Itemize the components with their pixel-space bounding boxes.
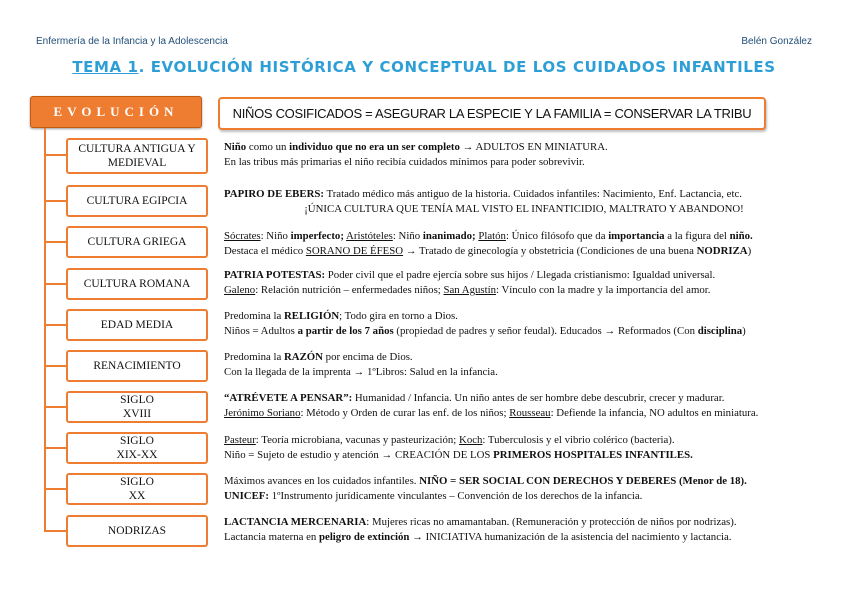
timeline-connector bbox=[44, 128, 46, 532]
period-cultura-romana: CULTURA ROMANA bbox=[66, 268, 208, 300]
desc-renacimiento: Predomina la RAZÓN por encima de Dios. Con la llegada de la imprenta → 1ºLibros: Salud en la infancia. bbox=[224, 351, 498, 378]
desc-edad-media: Predomina la RELIGIÓN; Todo gira en torno a Dios. Niños = Adultos a partir de los 7 años (propiedad de padres y señor feudal). Educados → Reformados (Con disciplina) bbox=[224, 310, 746, 337]
row-connector bbox=[45, 154, 67, 156]
desc-siglo-xviii: “ATRÉVETE A PENSAR”: Humanidad / Infancia. Un niño antes de ser hombre debe descubrir, crecer y madurar. Jerónimo Soriano: Método y Orden de curar las enf. de los niños; Rousseau: Defiende la infancia, NO adultos en miniatura. bbox=[224, 392, 759, 419]
period-nodrizas: NODRIZAS bbox=[66, 515, 208, 547]
page-title bbox=[0, 58, 848, 76]
period-siglo-xx: SIGLO XX bbox=[66, 473, 208, 505]
title-tema: TEMA 1 bbox=[72, 58, 139, 76]
row-connector bbox=[45, 200, 67, 202]
desc-cultura-egipcia: PAPIRO DE EBERS: Tratado médico más antiguo de la historia. Cuidados infantiles: Nacimiento, Enf. Lactancia, etc. ¡ÚNICA CULTURA QUE TENÍA MAL VISTO EL INFANTICIDIO, MALTRATO Y ABANDONO! bbox=[224, 188, 744, 215]
desc-cultura-griega: Sócrates: Niño imperfecto; Aristóteles: Niño inanimado; Platón: Único filósofo que da importancia a la figura del niño. Destaca el médico SORANO DE ÉFESO → Tratado de ginecología y obstetricia (Condiciones de una buena NODRIZA) bbox=[224, 230, 753, 257]
header-course: Enfermería de la Infancia y la Adolescencia bbox=[36, 36, 228, 47]
period-cultura-egipcia: CULTURA EGIPCIA bbox=[66, 185, 208, 217]
header-author: Belén González bbox=[741, 36, 812, 47]
row-connector bbox=[45, 447, 67, 449]
period-edad-media: EDAD MEDIA bbox=[66, 309, 208, 341]
row-connector bbox=[45, 324, 67, 326]
period-cultura-antigua: CULTURA ANTIGUA Y MEDIEVAL bbox=[66, 138, 208, 174]
period-renacimiento: RENACIMIENTO bbox=[66, 350, 208, 382]
row-connector bbox=[45, 530, 67, 532]
row-connector bbox=[45, 488, 67, 490]
summary-banner: NIÑOS COSIFICADOS = ASEGURAR LA ESPECIE Y LA FAMILIA = CONSERVAR LA TRIBU bbox=[218, 97, 766, 130]
title-text: . EVOLUCIÓN HISTÓRICA Y CONCEPTUAL DE LOS CUIDADOS INFANTILES bbox=[138, 58, 776, 76]
row-connector bbox=[45, 283, 67, 285]
period-siglo-xix-xx: SIGLO XIX-XX bbox=[66, 432, 208, 464]
desc-cultura-romana: PATRIA POTESTAS: Poder civil que el padre ejercía sobre sus hijos / Llegada cristianismo: Igualdad universal. Galeno: Relación nutrición – enfermedades niños; San Agustín: Vínculo con la madre y la importancia del amor. bbox=[224, 269, 716, 296]
period-cultura-griega: CULTURA GRIEGA bbox=[66, 226, 208, 258]
desc-nodrizas: LACTANCIA MERCENARIA: Mujeres ricas no amamantaban. (Remuneración y protección de niños por nodrizas). Lactancia materna en peligro de extinción → INICIATIVA humanización de la asistencia del nacimiento y lactancia. bbox=[224, 516, 737, 543]
desc-cultura-antigua: Niño como un individuo que no era un ser completo → ADULTOS EN MINIATURA. En las tribus más primarias el niño recibía cuidados mínimos para poder sobrevivir. bbox=[224, 141, 608, 168]
evolucion-label: EVOLUCIÓN bbox=[30, 96, 202, 128]
desc-siglo-xix-xx: Pasteur: Teoría microbiana, vacunas y pasteurización; Koch: Tuberculosis y el vibrio colérico (bacteria). Niño = Sujeto de estudio y atención → CREACIÓN DE LOS PRIMEROS HOSPITALES INFANTILES. bbox=[224, 434, 693, 461]
row-connector bbox=[45, 406, 67, 408]
row-connector bbox=[45, 241, 67, 243]
desc-siglo-xx: Máximos avances en los cuidados infantiles. NIÑO = SER SOCIAL CON DERECHOS Y DEBERES (Menor de 18). UNICEF: 1ºInstrumento jurídicamente vinculantes – Convención de los derechos de la infancia. bbox=[224, 475, 747, 502]
row-connector bbox=[45, 365, 67, 367]
period-siglo-xviii: SIGLO XVIII bbox=[66, 391, 208, 423]
